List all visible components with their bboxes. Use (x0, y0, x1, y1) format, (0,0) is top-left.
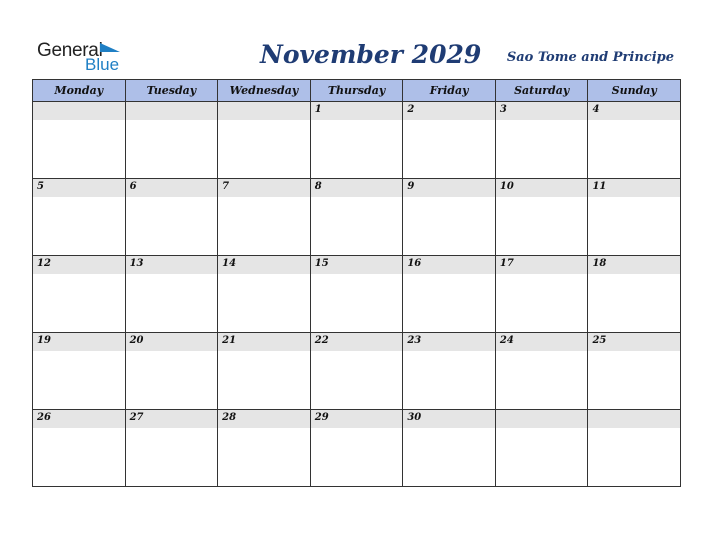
day-cell[interactable] (218, 410, 311, 487)
day-cell[interactable] (403, 256, 496, 333)
day-cell[interactable] (126, 256, 219, 333)
week-row (33, 256, 681, 333)
day-number: 11 (592, 181, 607, 192)
day-header-band (496, 102, 588, 120)
logo-blue-text: Blue (85, 55, 120, 74)
day-number: 6 (129, 181, 137, 192)
day-number: 14 (222, 258, 237, 269)
day-number: 1 (314, 104, 322, 115)
day-cell[interactable] (218, 256, 311, 333)
calendar-grid (32, 79, 681, 487)
day-header-band (496, 410, 588, 428)
day-number: 12 (37, 258, 51, 269)
week-row (33, 102, 681, 179)
logo (37, 40, 127, 74)
day-cell[interactable] (33, 256, 126, 333)
weekday-sunday: Sunday (588, 80, 681, 102)
day-number: 2 (407, 104, 415, 115)
weekday-thursday: Thursday (311, 80, 404, 102)
day-cell[interactable] (218, 333, 311, 410)
day-cell[interactable] (403, 333, 496, 410)
day-cell[interactable] (126, 333, 219, 410)
day-number: 26 (37, 412, 51, 423)
day-number: 15 (314, 258, 329, 269)
day-number: 22 (314, 335, 329, 346)
day-number: 20 (129, 335, 144, 346)
day-cell[interactable] (126, 410, 219, 487)
day-cell[interactable] (588, 179, 681, 256)
day-cell[interactable] (311, 102, 404, 179)
day-number: 30 (407, 412, 422, 423)
day-cell[interactable] (126, 102, 219, 179)
day-cell[interactable] (403, 102, 496, 179)
day-number: 23 (407, 335, 422, 346)
day-header-band (33, 102, 125, 120)
day-cell[interactable] (496, 333, 589, 410)
day-cell[interactable] (311, 256, 404, 333)
day-cell[interactable] (588, 102, 681, 179)
day-number: 24 (499, 335, 514, 346)
day-header-band (218, 179, 310, 197)
day-number: 3 (499, 104, 507, 115)
day-number: 19 (37, 335, 51, 346)
day-number: 10 (499, 181, 514, 192)
day-cell[interactable] (311, 333, 404, 410)
day-number: 4 (592, 104, 600, 115)
day-number: 18 (592, 258, 607, 269)
week-row (33, 179, 681, 256)
day-cell[interactable] (218, 179, 311, 256)
logo-flag-icon (100, 43, 120, 52)
day-number: 5 (37, 181, 44, 192)
day-number: 25 (592, 335, 607, 346)
day-number: 7 (222, 181, 230, 192)
day-header-band (403, 102, 495, 120)
day-number: 29 (314, 412, 329, 423)
day-number: 9 (407, 181, 415, 192)
weekday-tuesday: Tuesday (126, 80, 219, 102)
weekday-header-row (33, 80, 681, 102)
day-cell[interactable] (496, 256, 589, 333)
logo-general-text: General (37, 40, 103, 61)
day-cell[interactable] (33, 410, 126, 487)
day-cell[interactable] (403, 410, 496, 487)
day-number: 28 (222, 412, 237, 423)
country-name: Sao Tome and Principe (506, 50, 674, 65)
day-number: 27 (129, 412, 144, 423)
day-header-band (588, 410, 680, 428)
day-number: 13 (129, 258, 144, 269)
day-header-band (311, 102, 403, 120)
day-header-band (126, 179, 218, 197)
day-cell[interactable] (588, 410, 681, 487)
day-header-band (403, 179, 495, 197)
page-title: November 2029 (260, 40, 482, 69)
weekday-monday: Monday (33, 80, 126, 102)
day-header-band (588, 102, 680, 120)
day-cell[interactable] (588, 333, 681, 410)
week-row (33, 410, 681, 487)
day-header-band (311, 179, 403, 197)
day-cell[interactable] (311, 410, 404, 487)
day-header-band (33, 179, 125, 197)
day-number: 21 (222, 335, 237, 346)
weekday-saturday: Saturday (496, 80, 589, 102)
day-number: 8 (314, 181, 322, 192)
day-cell[interactable] (311, 179, 404, 256)
day-cell[interactable] (33, 102, 126, 179)
day-cell[interactable] (588, 256, 681, 333)
day-cell[interactable] (403, 179, 496, 256)
day-cell[interactable] (496, 179, 589, 256)
weeks-container (33, 102, 681, 487)
day-number: 17 (499, 258, 514, 269)
day-header-band (218, 102, 310, 120)
day-cell[interactable] (218, 102, 311, 179)
week-row (33, 333, 681, 410)
day-cell[interactable] (33, 179, 126, 256)
day-number: 16 (407, 258, 422, 269)
day-cell[interactable] (126, 179, 219, 256)
day-cell[interactable] (496, 410, 589, 487)
day-header-band (126, 102, 218, 120)
day-cell[interactable] (496, 102, 589, 179)
weekday-wednesday: Wednesday (218, 80, 311, 102)
weekday-friday: Friday (403, 80, 496, 102)
day-cell[interactable] (33, 333, 126, 410)
